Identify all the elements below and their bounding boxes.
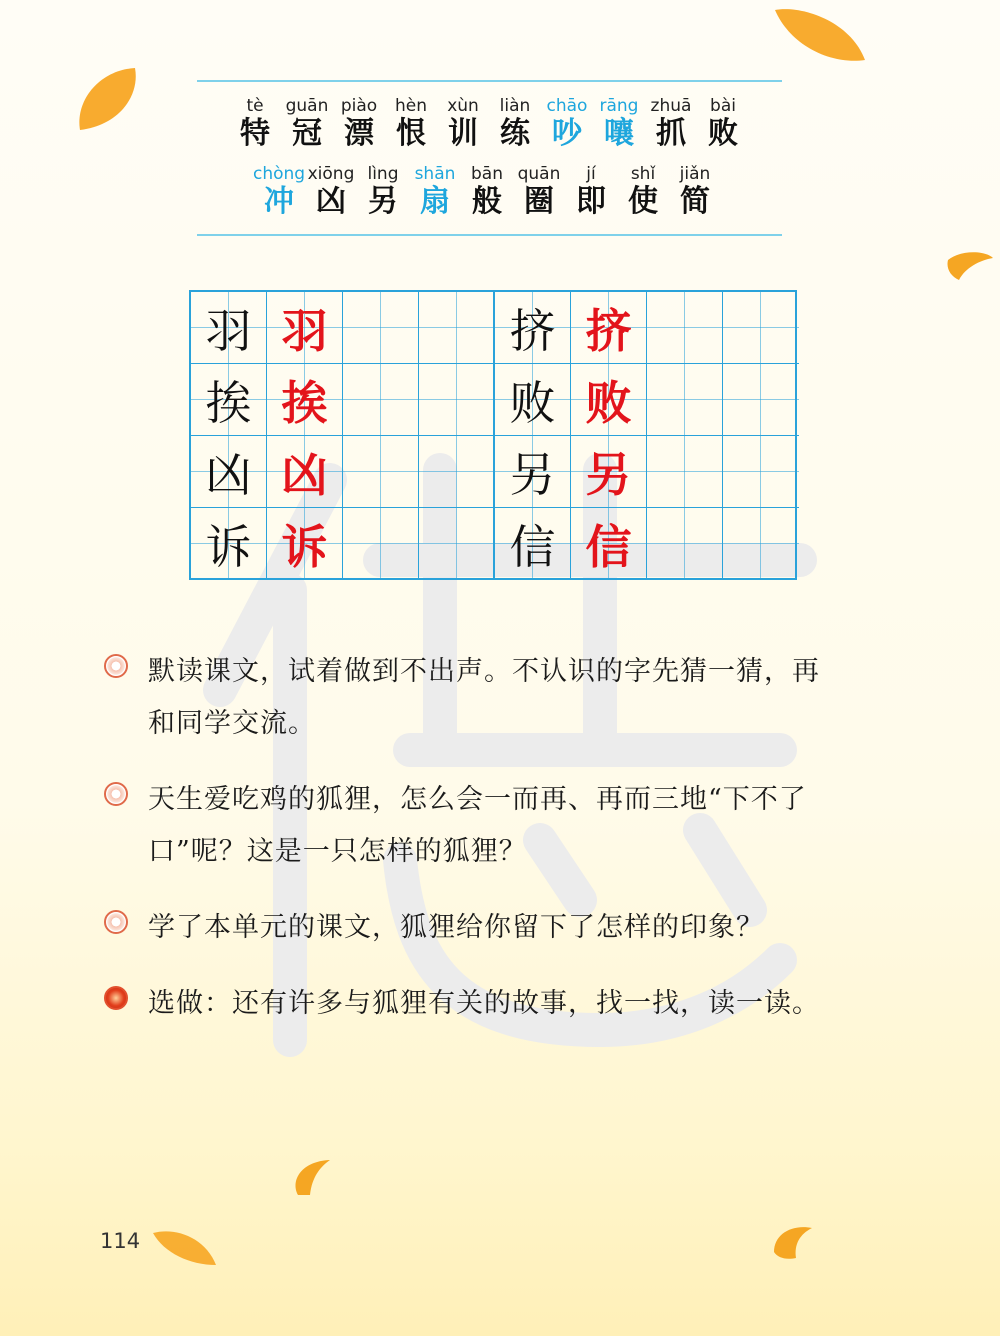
vocab-item	[357, 164, 409, 220]
vocabulary-panel	[197, 80, 782, 236]
practice-cell[interactable]	[343, 508, 419, 580]
hanzi: 简	[680, 184, 710, 219]
hanzi: 嚷	[604, 116, 634, 151]
pinyin: shǐ	[630, 164, 656, 184]
vocab-item	[437, 96, 489, 152]
bullet-icon	[104, 654, 128, 678]
pinyin: zhuā	[650, 96, 692, 116]
pinyin: piào	[340, 96, 378, 116]
question-line: 口”呢？这是一只怎样的狐狸？	[148, 836, 527, 867]
question-line: 和同学交流。	[148, 708, 316, 739]
tracing-character: 信	[571, 508, 647, 580]
bullet-icon	[104, 782, 128, 806]
vocab-row-2	[253, 164, 721, 220]
pinyin: guān	[285, 96, 329, 116]
pinyin: rāng	[599, 96, 639, 116]
pinyin: xiōng	[307, 164, 355, 184]
question-item	[104, 978, 904, 1030]
question-item	[104, 774, 904, 878]
practice-cell[interactable]	[343, 364, 419, 436]
vocab-row-1	[229, 96, 749, 152]
hanzi: 训	[448, 116, 478, 151]
hanzi: 吵	[552, 116, 582, 151]
hanzi: 凶	[316, 184, 346, 219]
practice-cell[interactable]	[343, 436, 419, 508]
vocab-item	[565, 164, 617, 220]
hanzi: 即	[576, 184, 606, 219]
model-character: 挨	[191, 364, 267, 436]
leaf-decoration-icon	[945, 248, 995, 283]
vocab-item	[385, 96, 437, 152]
question-line: 学了本单元的课文，狐狸给你留下了怎样的印象？	[148, 912, 764, 943]
pinyin: shān	[414, 164, 456, 184]
model-character: 羽	[191, 292, 267, 364]
tracing-character: 另	[571, 436, 647, 508]
hanzi: 般	[472, 184, 502, 219]
model-character: 挤	[495, 292, 571, 364]
practice-cell[interactable]	[419, 292, 495, 364]
hanzi: 使	[628, 184, 658, 219]
tracing-character: 凶	[267, 436, 343, 508]
pinyin: chāo	[546, 96, 588, 116]
question-line: 天生爱吃鸡的狐狸，怎么会一而再、再而三地“下不了	[148, 784, 807, 815]
tracing-character: 败	[571, 364, 647, 436]
practice-cell[interactable]	[419, 508, 495, 580]
pinyin: jiǎn	[679, 164, 711, 184]
pinyin: quān	[517, 164, 561, 184]
question-item	[104, 902, 904, 954]
question-item	[104, 646, 904, 750]
vocab-item	[513, 164, 565, 220]
practice-cell[interactable]	[723, 436, 799, 508]
model-character: 另	[495, 436, 571, 508]
bullet-icon	[104, 910, 128, 934]
vocab-item	[305, 164, 357, 220]
vocab-item	[697, 96, 749, 152]
hanzi: 练	[500, 116, 530, 151]
pinyin: liàn	[499, 96, 531, 116]
hanzi: 扇	[420, 184, 450, 219]
pinyin: chòng	[253, 164, 306, 184]
vocab-item	[541, 96, 593, 152]
question-text	[148, 774, 904, 878]
vocab-item	[489, 96, 541, 152]
question-line: 默读课文，试着做到不出声。不认识的字先猜一猜，再	[148, 656, 820, 687]
practice-cell[interactable]	[647, 436, 723, 508]
vocab-item	[229, 96, 281, 152]
practice-cell[interactable]	[419, 364, 495, 436]
hanzi: 圈	[524, 184, 554, 219]
writing-grid	[189, 290, 797, 580]
practice-cell[interactable]	[647, 508, 723, 580]
hanzi: 恨	[396, 116, 426, 151]
hanzi: 抓	[656, 116, 686, 151]
leaf-decoration-icon	[290, 1155, 335, 1200]
practice-cell[interactable]	[647, 364, 723, 436]
practice-cell[interactable]	[723, 508, 799, 580]
leaf-decoration-icon	[150, 1225, 220, 1270]
leaf-decoration-icon	[770, 1222, 815, 1262]
practice-cell[interactable]	[723, 292, 799, 364]
leaf-decoration-icon	[770, 0, 870, 70]
hanzi: 冠	[292, 116, 322, 151]
vocab-item	[409, 164, 461, 220]
hanzi: 漂	[344, 116, 374, 151]
question-line: 选做：还有许多与狐狸有关的故事，找一找，读一读。	[148, 988, 820, 1019]
tracing-character: 羽	[267, 292, 343, 364]
leaf-decoration-icon	[70, 60, 150, 140]
pinyin: xùn	[447, 96, 479, 116]
hanzi: 另	[368, 184, 398, 219]
model-character: 诉	[191, 508, 267, 580]
model-character: 信	[495, 508, 571, 580]
vocab-item	[281, 96, 333, 152]
vocab-item	[669, 164, 721, 220]
hanzi: 冲	[264, 184, 294, 219]
model-character: 败	[495, 364, 571, 436]
question-text	[148, 646, 904, 750]
vocab-item	[333, 96, 385, 152]
vocab-item	[593, 96, 645, 152]
model-character: 凶	[191, 436, 267, 508]
pinyin: jí	[586, 164, 596, 184]
pinyin: tè	[246, 96, 264, 116]
hanzi: 败	[708, 116, 738, 151]
question-text	[148, 902, 904, 954]
tracing-character: 挨	[267, 364, 343, 436]
tracing-character: 诉	[267, 508, 343, 580]
vocab-item	[461, 164, 513, 220]
practice-cell[interactable]	[647, 292, 723, 364]
bullet-icon	[104, 986, 128, 1010]
practice-cell[interactable]	[419, 436, 495, 508]
pinyin: bài	[710, 96, 736, 116]
tracing-character: 挤	[571, 292, 647, 364]
pinyin: hèn	[394, 96, 427, 116]
pinyin: bān	[471, 164, 503, 184]
vocab-item	[253, 164, 305, 220]
hanzi: 特	[240, 116, 270, 151]
practice-cell[interactable]	[343, 292, 419, 364]
pinyin: lìng	[367, 164, 399, 184]
page-number: 114	[100, 1229, 141, 1253]
question-text	[148, 978, 904, 1030]
practice-cell[interactable]	[723, 364, 799, 436]
vocab-item	[617, 164, 669, 220]
vocab-item	[645, 96, 697, 152]
